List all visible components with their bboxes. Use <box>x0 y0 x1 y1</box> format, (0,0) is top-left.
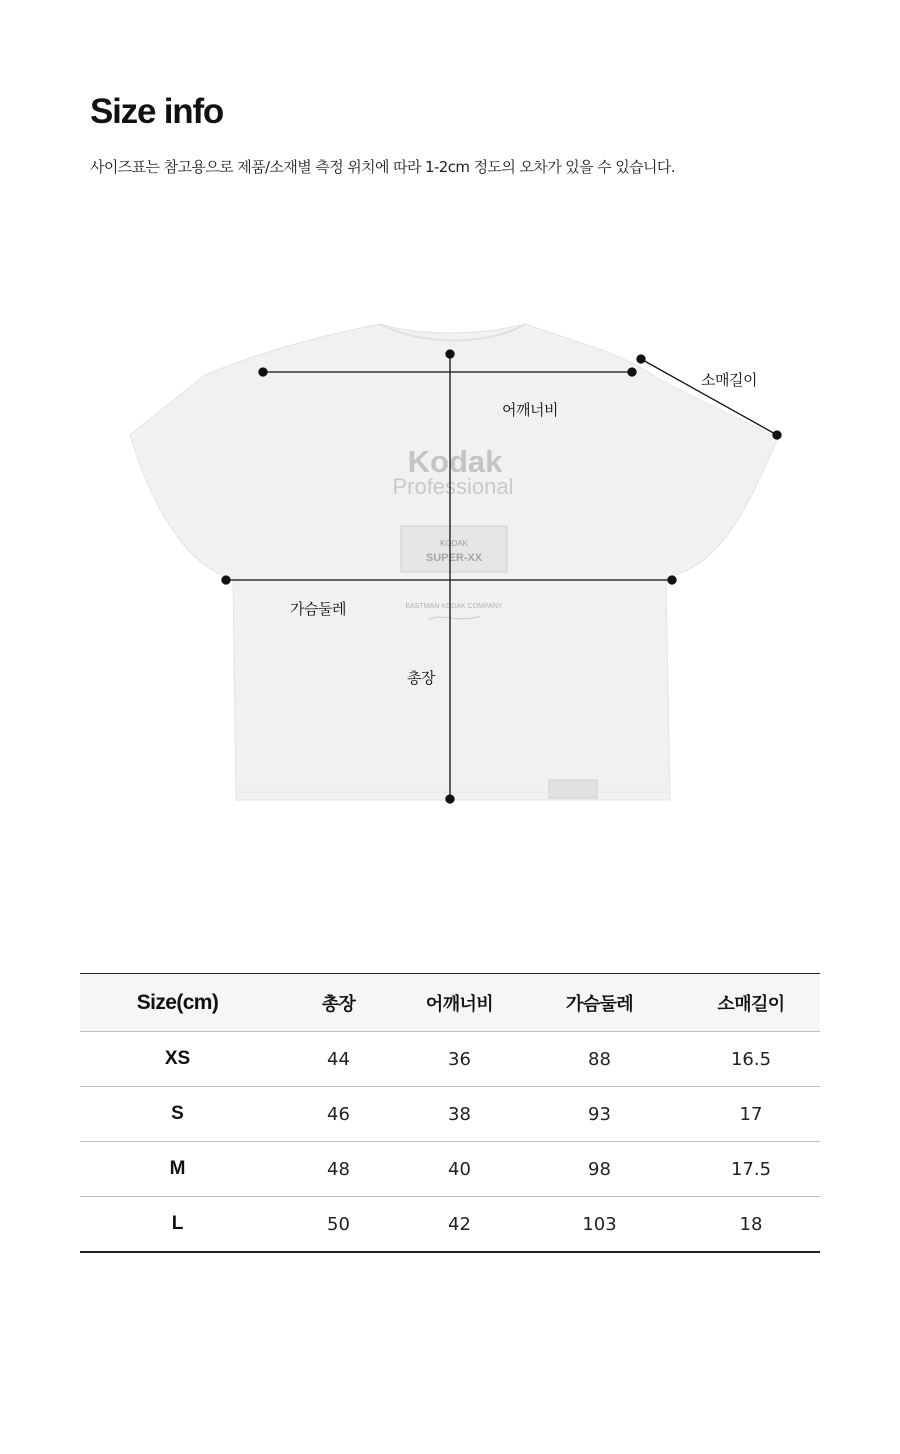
size-diagram <box>0 300 900 820</box>
table-row <box>80 1197 820 1253</box>
table-header-row <box>80 974 820 1032</box>
page-title: Size info <box>90 92 224 131</box>
shoulder-cell: 42 <box>402 1197 517 1253</box>
tshirt-measurement-diagram <box>0 300 900 820</box>
length-cell: 44 <box>275 1032 402 1087</box>
header-sleeve: 소매길이 <box>682 974 820 1032</box>
chest-cell: 88 <box>517 1032 682 1087</box>
shoulder-cell: 38 <box>402 1087 517 1142</box>
print-brand: Kodak <box>407 444 503 479</box>
length-label: 총장 <box>407 669 435 687</box>
shoulder-point-right <box>628 368 636 376</box>
header-size: Size(cm) <box>80 974 275 1032</box>
size-cell: L <box>80 1197 275 1253</box>
shoulder-point-left <box>259 368 267 376</box>
header-length: 총장 <box>275 974 402 1032</box>
length-cell: 48 <box>275 1142 402 1197</box>
print-film-name: SUPER-XX <box>425 552 483 564</box>
length-point-top <box>446 350 454 358</box>
length-cell: 46 <box>275 1087 402 1142</box>
size-table <box>80 973 820 1253</box>
sleeve-cell: 18 <box>682 1197 820 1253</box>
table-row <box>80 1032 820 1087</box>
size-cell: M <box>80 1142 275 1197</box>
header-chest: 가슴둘레 <box>517 974 682 1032</box>
sleeve-cell: 17 <box>682 1087 820 1142</box>
print-brand-sub: Professional <box>392 474 514 499</box>
chest-cell: 98 <box>517 1142 682 1197</box>
print-film-brand: KODAK <box>439 539 469 548</box>
length-point-bottom <box>446 795 454 803</box>
sleeve-point-bottom <box>773 431 781 439</box>
chest-cell: 103 <box>517 1197 682 1253</box>
size-cell: S <box>80 1087 275 1142</box>
hem-tag <box>549 780 597 798</box>
sleeve-point-top <box>637 355 645 363</box>
size-notice: 사이즈표는 참고용으로 제품/소재별 측정 위치에 따라 1-2cm 정도의 오차가 있을 수 있습니다. <box>90 158 675 176</box>
shoulder-label: 어깨너비 <box>502 401 558 419</box>
sleeve-cell: 16.5 <box>682 1032 820 1087</box>
shoulder-cell: 40 <box>402 1142 517 1197</box>
sleeve-label: 소매길이 <box>701 371 757 389</box>
sleeve-cell: 17.5 <box>682 1142 820 1197</box>
table-row <box>80 1087 820 1142</box>
print-film-box <box>401 526 507 572</box>
length-cell: 50 <box>275 1197 402 1253</box>
chest-label: 가슴둘레 <box>290 600 346 618</box>
chest-point-left <box>222 576 230 584</box>
shoulder-cell: 36 <box>402 1032 517 1087</box>
chest-point-right <box>668 576 676 584</box>
size-cell: XS <box>80 1032 275 1087</box>
print-credit: EASTMAN KODAK COMPANY <box>405 603 503 610</box>
table-row <box>80 1142 820 1197</box>
chest-cell: 93 <box>517 1087 682 1142</box>
header-shoulder: 어깨너비 <box>402 974 517 1032</box>
